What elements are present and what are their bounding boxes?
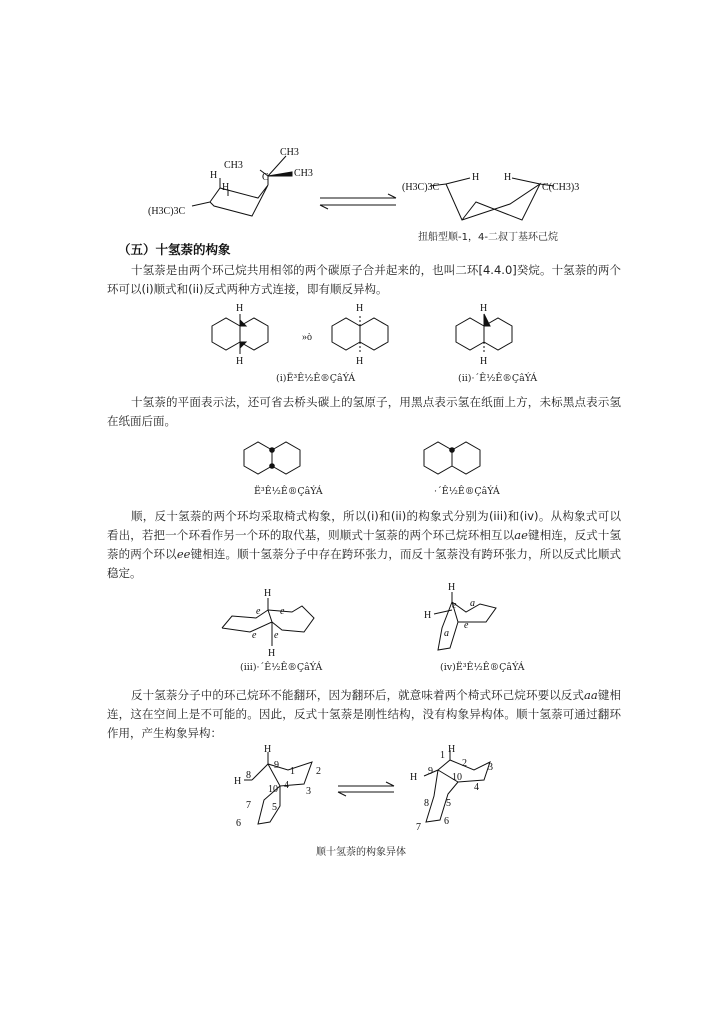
para3-text-1: 顺，反十氢萘的两个环均采取椅式构象，所以(i)和(ii)的构象式分别为(iii)和(iv)。从构象式可以看出，若把一个环看作另一个环的取代基，则顺式十氢萘的两个环己烷环相互以 [107,509,621,542]
trans-ring-left-a [332,318,360,350]
right-n5: 5 [446,798,451,809]
quaternary-c-label: C [262,172,269,183]
trans-ring-right-a [360,318,388,350]
iv-e2: e [464,620,469,631]
trans-a-h-bottom: H [356,356,364,367]
iii-e3: e [252,630,257,641]
para3-ee: ee [176,547,191,561]
cis-h-bottom: H [236,356,244,367]
iii-h-top: H [264,588,272,599]
conformer-right [410,744,493,833]
trans-a-h-top: H [356,303,364,314]
iii-e2: e [280,606,285,617]
figure-cyclohexane-conformations [140,140,610,240]
h-label-1: H [210,170,218,181]
caption-cis-dot: Ë³Ê½Ê®ÇâÝÁ [254,486,323,497]
para3-ae: ae [514,528,528,542]
iv-h-left: H [424,610,432,621]
equilibrium-arrow [320,194,396,209]
twist-left-label: (H3C)3C [402,182,440,193]
figure-dot-representation [240,436,500,484]
tbu-left-label: (H3C)3C [148,206,186,217]
section-heading: （五）十氢萘的构象 [118,242,231,257]
left-n1: 1 [290,766,295,777]
iv-a1: a [470,598,475,609]
left-n3: 3 [306,786,311,797]
iii-e1: e [256,606,261,617]
trans-b-h-top: H [480,303,488,314]
left-n2: 2 [316,766,321,777]
paragraph-2: 十氢萘的平面表示法，还可省去桥头碳上的氢原子，用黑点表示氢在纸面上方，未标黑点表示氢在纸面后面。 [107,395,621,428]
iv-h-top: H [448,582,456,593]
left-n4: 4 [284,780,289,791]
twist-right-label: C(CH3)3 [542,182,580,193]
iii-chair-right [268,606,314,632]
right-n10: 10 [452,772,462,783]
twist-h-label-1: H [472,172,480,183]
cis-ring-right [240,318,268,350]
figure-ring-flip [228,744,518,833]
right-n7: 7 [416,822,421,833]
twist-h-label-2: H [504,172,512,183]
h-label-2: H [222,182,230,193]
conformer-left [234,744,321,829]
right-n2: 2 [462,758,467,769]
twist-boat-caption: 扭船型顺-1，4-二叔丁基环己烷 [418,232,558,243]
trans-b-h-bottom: H [480,356,488,367]
caption-iv: (iv)Ë³Ê½Ê®ÇâÝÁ [440,662,525,673]
right-n1: 1 [440,750,445,761]
right-n6: 6 [444,816,449,827]
caption-iii: (iii)·´Ê½Ê®ÇâÝÁ [240,662,323,673]
caption-ii: (ii)·´Ê½Ê®ÇâÝÁ [458,373,538,384]
ch3-left-label: CH3 [224,160,243,171]
left-n10: 10 [268,784,278,795]
iii-chair-left [222,610,272,632]
paragraph-4 [107,686,621,743]
left-n9: 9 [274,760,279,771]
right-h-left: H [410,772,418,783]
figure-chair-decalins [212,582,532,660]
trans-dot-top [449,447,455,453]
left-h-top: H [264,744,272,755]
para4-aa: aa [584,688,598,702]
ring-flip-caption: 顺十氢萘的构象异体 [316,847,406,858]
paragraph-3 [107,507,621,583]
twist-boat-ring [446,184,540,220]
right-n3: 3 [488,762,493,773]
cis-h-top: H [236,303,244,314]
para4-text-1: 反十氢萘分子中的环己烷环不能翻环，因为翻环后，就意味着两个椅式环己烷环要以反式 [131,688,585,702]
right-h-top: H [448,744,456,755]
ring-flip-arrow [338,782,394,796]
left-n7: 7 [246,800,251,811]
cis-dot-bottom [269,463,275,469]
para3-text-2: 键相连，反式十氢萘的两个环以 [107,528,622,561]
right-n4: 4 [474,782,479,793]
para4-text-2: 键相连，这在空间上是不可能的。因此，反式十氢萘是刚性结构，没有构象异构体。顺十氢萘可通过翻环作用，产生构象异构： [107,688,621,740]
iii-e4: e [274,630,279,641]
left-n8: 8 [246,770,251,781]
left-n5: 5 [272,802,277,813]
cis-dot-top [269,447,275,453]
left-n6: 6 [236,818,241,829]
ch3-top-label: CH3 [280,147,299,158]
iv-a2: a [444,628,449,639]
left-h-left: H [234,776,242,787]
right-n9: 9 [428,766,433,777]
para3-text-3: 键相连。顺十氢萘分子中存在跨环张力，而反十氢萘没有跨环张力，所以反式比顺式稳定。 [107,547,622,580]
caption-trans-dot: ·´Ê½Ê®ÇâÝÁ [434,486,500,497]
iv-e1: e [452,600,457,611]
cis-ring-left [212,318,240,350]
or-text: »ò [302,332,312,343]
ch3-right-label: CH3 [294,168,313,179]
chair-ring-left [210,185,268,216]
right-n8: 8 [424,798,429,809]
iii-h-bottom: H [268,648,276,659]
figure-decalin-isomers [200,300,540,380]
trans-ring-left-b [456,318,484,350]
caption-i: (i)Ë³Ê½Ê®ÇâÝÁ [276,373,356,384]
paragraph-1: 十氢萘是由两个环己烷共用相邻的两个碳原子合并起来的，也叫二环[4.4.0]癸烷。十氢萘的两个环可以(i)顺式和(ii)反式两种方式连接，即有顺反异构。 [107,263,621,296]
